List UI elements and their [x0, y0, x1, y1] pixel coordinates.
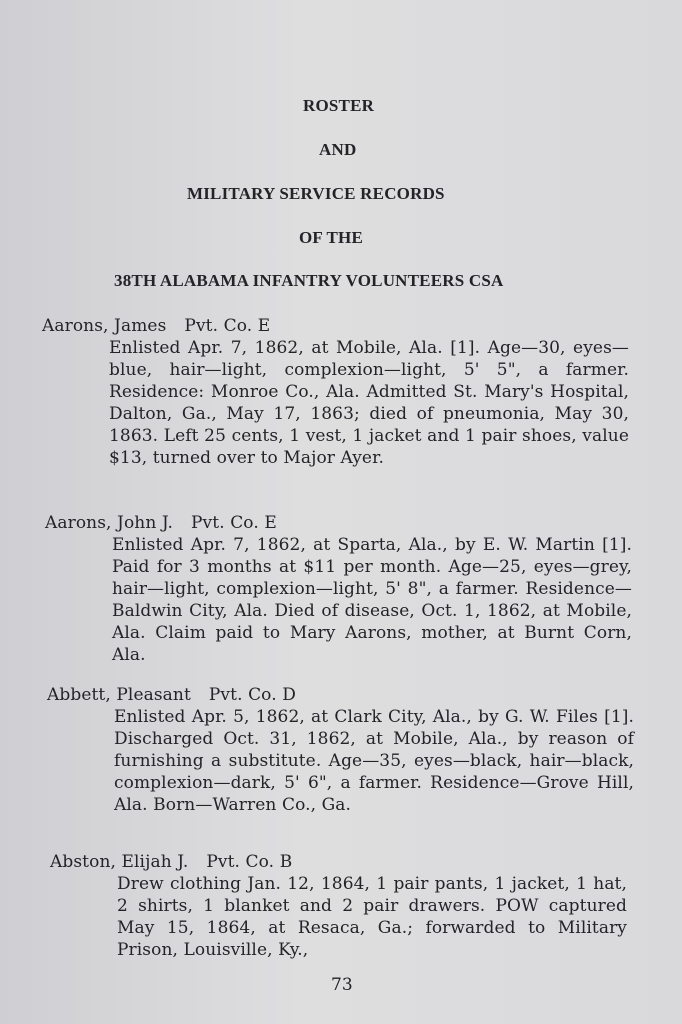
soldier-rank: Pvt. Co. B [206, 852, 293, 872]
soldier-name: Aarons, John J. [45, 513, 174, 533]
roster-entry [45, 512, 645, 666]
soldier-rank: Pvt. Co. E [184, 316, 271, 336]
entry-header [47, 684, 647, 706]
service-record-text: Enlisted Apr. 5, 1862, at Clark City, Ala., by G. W. Files [1]. Discharged Oct. 31, 1862, at Mobile, Ala., by reason of furnishing a substitute. Age—35, eyes—black, hair—black, complexion—dark, 5' 6", a farmer. Residence—Grove Hill, Ala. Born—Warren Co., Ga. [114, 707, 634, 815]
roster-entry [50, 851, 650, 961]
page-number: 73 [331, 975, 353, 995]
soldier-rank: Pvt. Co. E [191, 513, 277, 533]
roster-entry [47, 684, 647, 816]
entry-header [45, 512, 645, 534]
service-record-text: Drew clothing Jan. 12, 1864, 1 pair pants, 1 jacket, 1 hat, 2 shirts, 1 blanket and 2 pair drawers. POW captured May 15, 1864, at Resaca, Ga.; forwarded to Military Prison, Louisville, Ky., [117, 874, 627, 960]
soldier-rank: Pvt. Co. D [208, 685, 296, 705]
soldier-name: Abston, Elijah J. [50, 852, 189, 872]
heading-line-roster: ROSTER [303, 96, 375, 115]
soldier-name: Aarons, James [42, 316, 167, 336]
heading-line-regiment: 38TH ALABAMA INFANTRY VOLUNTEERS CSA [114, 271, 504, 290]
roster-entry [42, 315, 642, 469]
service-record-text: Enlisted Apr. 7, 1862, at Sparta, Ala., by E. W. Martin [1]. Paid for 3 months at $11 per month. Age—25, eyes—grey, hair—light, complexion—light, 5' 8", a farmer. Residence—Baldwin City, Ala. Died of disease, Oct. 1, 1862, at Mobile, Ala. Claim paid to Mary Aarons, mother, at Burnt Corn, Ala. [112, 535, 632, 665]
heading-line-of-the: OF THE [299, 228, 364, 247]
entry-header [42, 315, 642, 337]
heading-line-and: AND [319, 140, 357, 159]
soldier-name: Abbett, Pleasant [47, 685, 191, 705]
heading-line-military-service-records: MILITARY SERVICE RECORDS [187, 184, 445, 203]
entry-header [50, 851, 650, 873]
service-record-text: Enlisted Apr. 7, 1862, at Mobile, Ala. [1]. Age—30, eyes—blue, hair—light, complexion—light, 5' 5", a farmer. Residence: Monroe Co., Ala. Admitted St. Mary's Hospital, Dalton, Ga., May 17, 1863; died of pneumonia, May 30, 1863. Left 25 cents, 1 vest, 1 jacket and 1 pair shoes, value $13, turned over to Major Ayer. [109, 338, 629, 468]
